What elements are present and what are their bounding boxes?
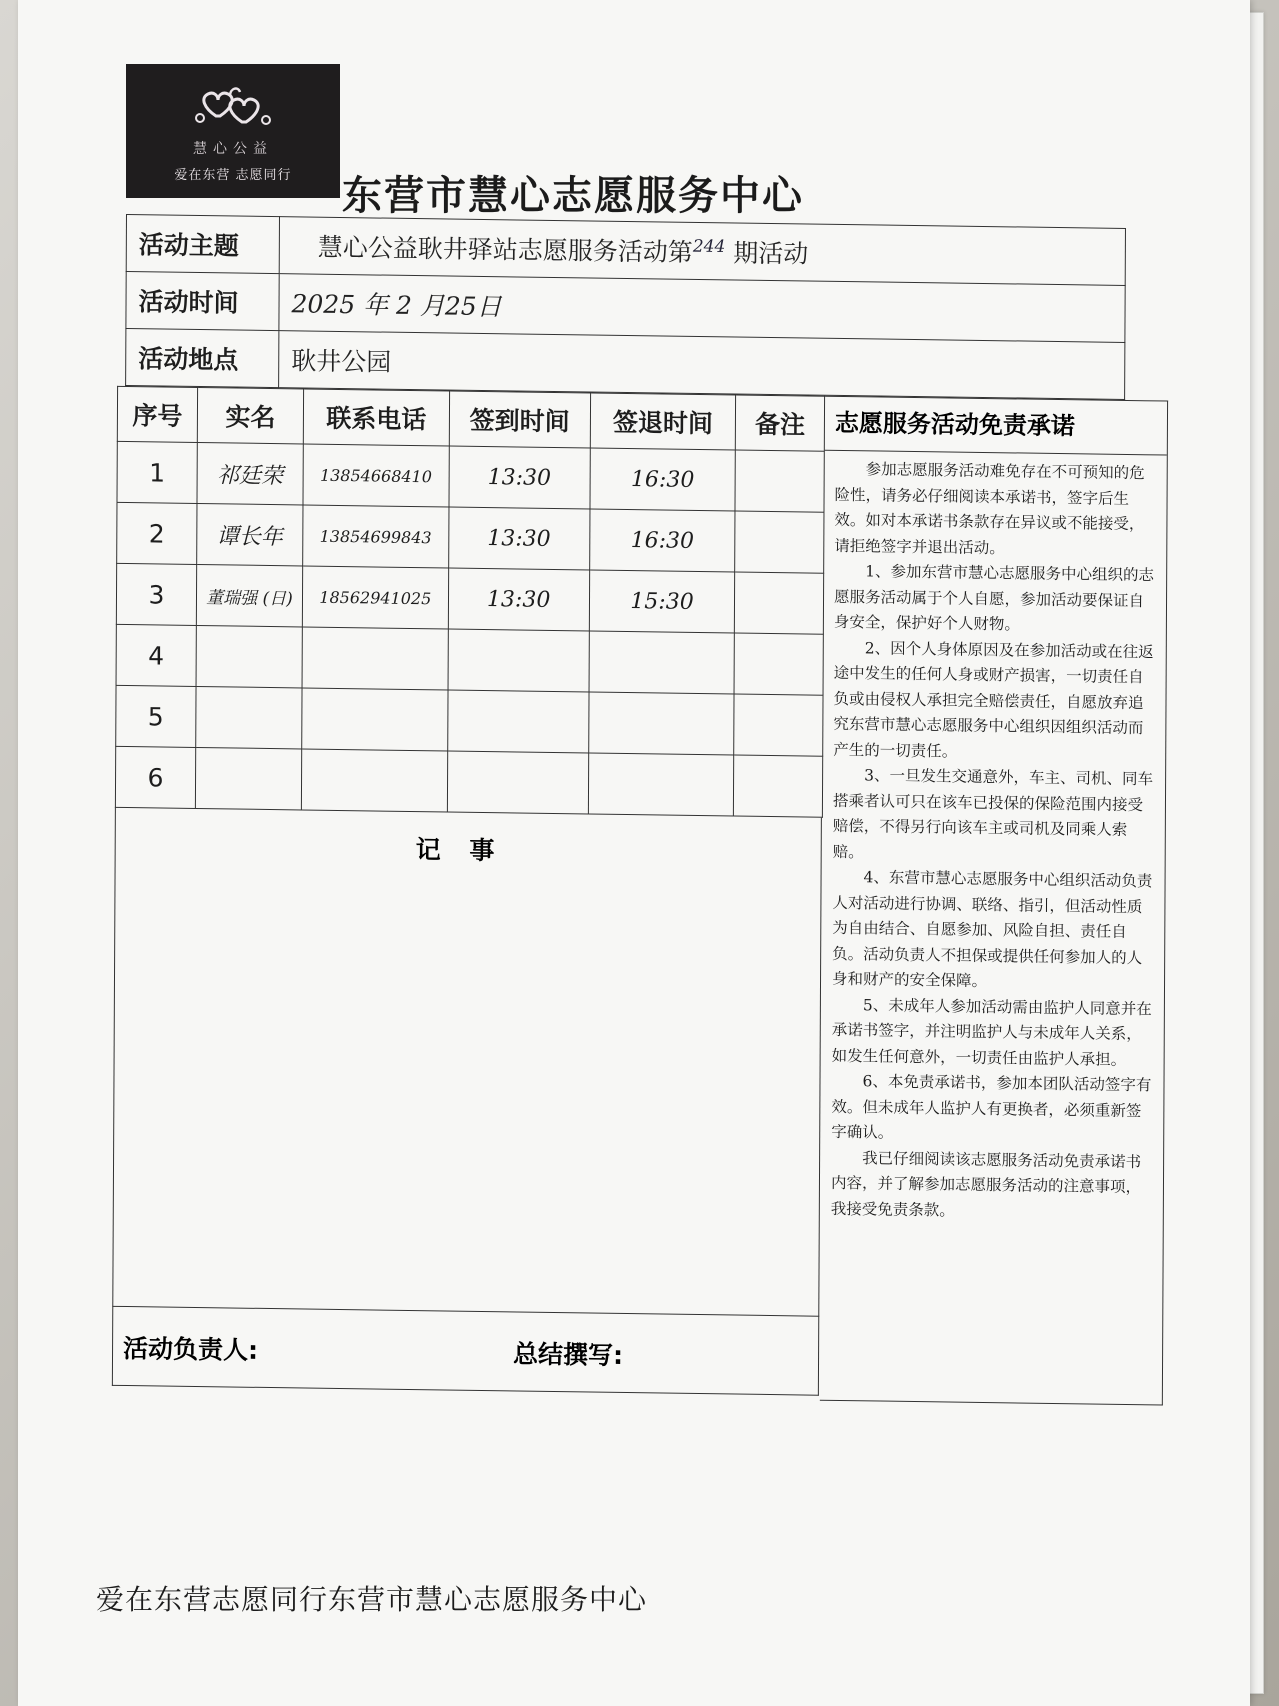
topic-suffix: 期活动 xyxy=(733,238,809,269)
roster-header-row xyxy=(117,386,824,451)
topic-prefix: 慧心公益耿井驿站志愿服务活动第 xyxy=(317,232,693,267)
org-logo xyxy=(126,64,340,198)
volunteer-name[interactable]: 祁廷荣 xyxy=(197,442,303,504)
waiver-title: 志愿服务活动免责承诺 xyxy=(825,397,1167,456)
table-row xyxy=(117,441,824,512)
waiver-paragraph: 1、参加东营市慧心志愿服务中心组织的志愿服务活动属于个人自愿，参加活动要保证自身安全，保护好个人财物。 xyxy=(833,562,1155,634)
checkin-time[interactable]: 13:30 xyxy=(448,507,589,570)
volunteer-roster-table xyxy=(115,386,825,818)
volunteer-phone[interactable] xyxy=(302,627,448,690)
col-name-header: 实名 xyxy=(197,388,303,444)
logo-name: 慧心公益 xyxy=(193,141,273,157)
row-index: 4 xyxy=(116,624,196,686)
activity-info-table xyxy=(125,214,1126,400)
checkin-time[interactable] xyxy=(447,690,588,753)
volunteer-phone[interactable] xyxy=(302,688,448,751)
volunteer-name[interactable] xyxy=(196,686,302,748)
table-row xyxy=(117,502,824,573)
volunteer-phone[interactable]: 13854699843 xyxy=(303,505,449,568)
checkin-time[interactable]: 13:30 xyxy=(449,446,590,509)
checkout-time[interactable] xyxy=(588,692,734,755)
row-index: 5 xyxy=(116,685,196,747)
volunteer-phone[interactable]: 18562941025 xyxy=(302,566,448,629)
time-label: 活动时间 xyxy=(126,272,279,331)
place-value[interactable]: 耿井公园 xyxy=(279,331,1125,400)
table-row xyxy=(116,685,823,756)
checkout-time[interactable]: 15:30 xyxy=(589,570,735,633)
col-checkin-header: 签到时间 xyxy=(449,391,590,448)
table-row xyxy=(115,746,822,817)
checkin-time[interactable]: 13:30 xyxy=(448,568,589,631)
volunteer-phone[interactable]: 13854668410 xyxy=(303,444,449,507)
waiver-paragraph: 6、本免责承诺书，参加本团队活动签字有效。但未成年人监护人有更换者，必须重新签字确认。 xyxy=(831,1072,1152,1142)
col-phone-header: 联系电话 xyxy=(303,389,449,446)
time-value[interactable]: 2025 年 2 月25日 xyxy=(279,274,1125,343)
note-cell[interactable] xyxy=(735,450,824,512)
leader-signature-label: 活动负责人: xyxy=(122,1333,259,1365)
organization-title: 东营市慧心志愿服务中心 xyxy=(342,173,804,219)
row-index: 3 xyxy=(116,563,196,625)
notes-title: 记 事 xyxy=(415,835,505,866)
row-index: 2 xyxy=(117,502,197,564)
logo-slogan: 爱在东营 志愿同行 xyxy=(174,168,292,183)
checkin-time[interactable] xyxy=(447,751,588,814)
note-cell[interactable] xyxy=(734,755,823,817)
volunteer-name[interactable] xyxy=(196,625,302,687)
note-cell[interactable] xyxy=(735,511,824,573)
note-cell[interactable] xyxy=(735,572,824,634)
form-sheet xyxy=(18,0,1250,1706)
row-index: 1 xyxy=(117,441,197,503)
waiver-paragraph: 3、一旦发生交通意外，车主、司机、同车搭乘者认可只在该车已投保的保险范围内接受赔偿，不得另行向该车主或司机及同乘人索赔。 xyxy=(832,766,1154,861)
checkout-time[interactable]: 16:30 xyxy=(589,509,735,572)
col-note-header: 备注 xyxy=(736,395,825,451)
waiver-paragraph: 我已仔细阅读该志愿服务活动免责承诺书内容，并了解参加志愿服务活动的注意事项，我接受免责条款。 xyxy=(830,1148,1142,1220)
col-index-header: 序号 xyxy=(117,386,197,442)
row-index: 6 xyxy=(115,746,195,808)
checkout-time[interactable]: 16:30 xyxy=(590,448,736,511)
topic-issue-number: 244 xyxy=(692,236,726,258)
volunteer-name[interactable]: 董瑞强 (日) xyxy=(196,564,302,626)
table-row xyxy=(116,624,823,695)
summary-writer-label: 总结撰写: xyxy=(512,1339,624,1370)
topic-label: 活动主题 xyxy=(126,215,279,274)
volunteer-phone[interactable] xyxy=(301,749,447,812)
place-label: 活动地点 xyxy=(126,329,279,388)
checkin-time[interactable] xyxy=(448,629,589,692)
note-cell[interactable] xyxy=(734,633,823,695)
left-column xyxy=(112,386,825,1401)
waiver-body xyxy=(821,451,1167,1227)
notes-area[interactable] xyxy=(112,808,822,1317)
waiver-panel xyxy=(820,396,1168,1406)
activity-form xyxy=(120,214,1155,1405)
col-checkout-header: 签退时间 xyxy=(590,393,736,450)
checkout-time[interactable] xyxy=(588,753,734,816)
waiver-paragraph: 5、未成年人参加活动需由监护人同意并在承诺书签字，并注明监护人与未成年人关系，如发生任何意外，一切责任由监护人承担。 xyxy=(831,995,1152,1069)
volunteer-name[interactable] xyxy=(195,747,301,809)
note-cell[interactable] xyxy=(734,694,823,756)
hearts-logo-icon xyxy=(186,82,282,138)
volunteer-name[interactable]: 谭长年 xyxy=(197,503,303,565)
waiver-paragraph: 参加志愿服务活动难免存在不可预知的危险性，请务必仔细阅读本承诺书，签字后生效。如对本承诺书条款存在异议或不能接受，请拒绝签字并退出活动。 xyxy=(834,460,1145,557)
table-row xyxy=(116,563,823,634)
checkout-time[interactable] xyxy=(589,631,735,694)
roster-and-waiver xyxy=(112,386,1169,1406)
waiver-paragraph: 2、因个人身体原因及在参加活动或在往返途中发生的任何人身或财产损害，一切责任自负或由侵权人承担完全赔偿责任，自愿放弃追究东营市慧心志愿服务中心组织因组织活动而产生的一切责任。 xyxy=(833,638,1154,761)
footer-slogan: 爱在东营志愿同行东营市慧心志愿服务中心 xyxy=(96,1583,648,1616)
signature-row xyxy=(112,1307,819,1396)
waiver-paragraph: 4、东营市慧心志愿服务中心组织活动负责人对活动进行协调、联络、指引，但活动性质为自由结合、自愿参加、风险自担、责任自负。活动负责人不担保或提供任何参加人的人身和财产的安全保障。 xyxy=(831,868,1153,991)
